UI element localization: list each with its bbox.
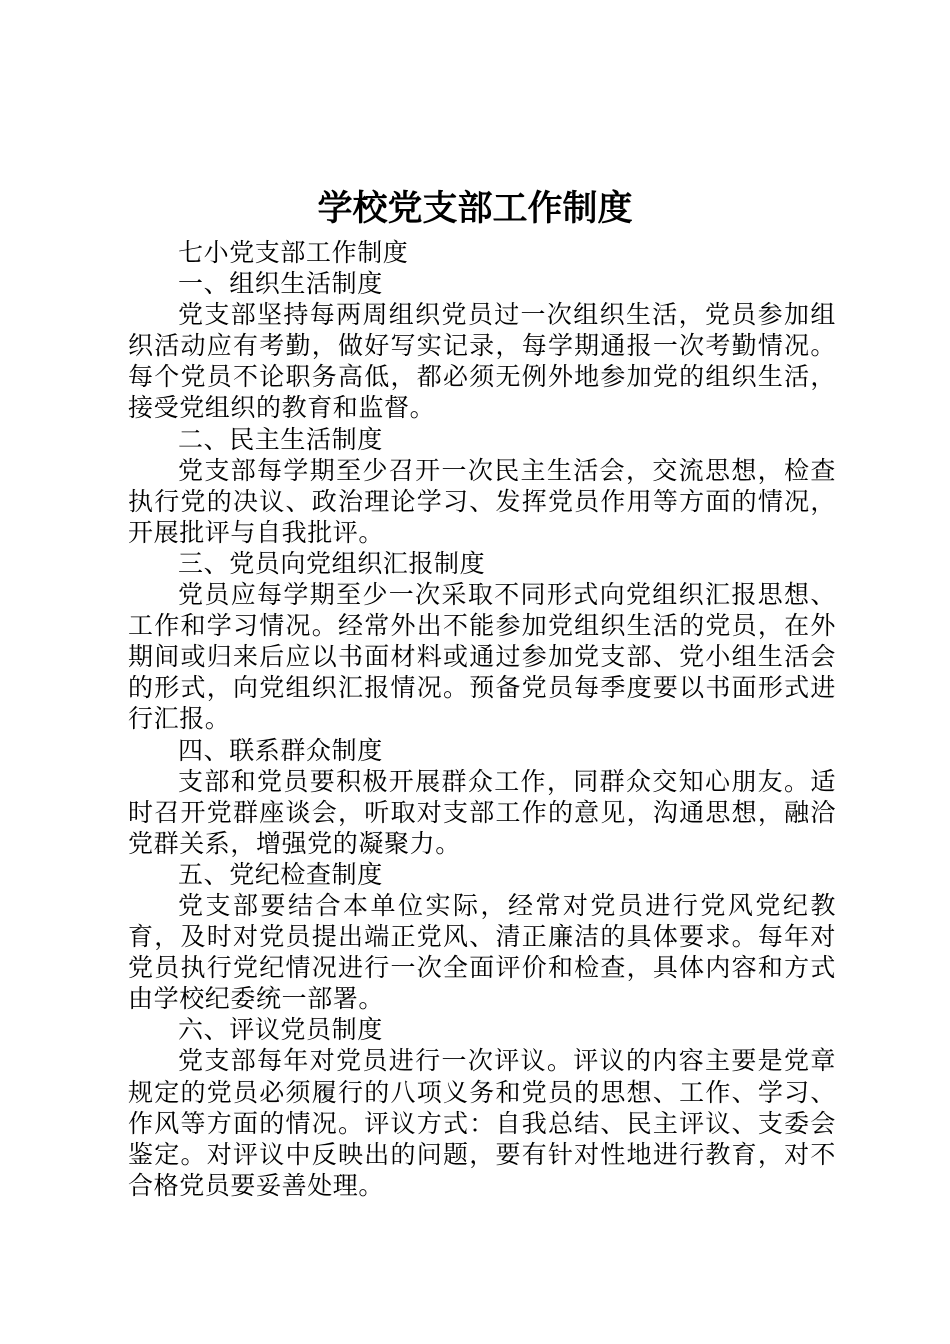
body-paragraph: 党支部每年对党员进行一次评议。评议的内容主要是党章规定的党员必须履行的八项义务和党员的思想、工作、学习、作风等方面的情况。评议方式：自我总结、民主评议、支委会鉴定。对评议中反映出的问题，要有针对性地进行教育，对不合格党员要妥善处理。 bbox=[128, 1046, 836, 1200]
section-heading: 二、民主生活制度 bbox=[178, 424, 383, 454]
section-heading: 一、组织生活制度 bbox=[178, 269, 383, 299]
section-heading: 四、联系群众制度 bbox=[178, 735, 383, 765]
document-title: 学校党支部工作制度 bbox=[317, 188, 633, 229]
body-paragraph: 党支部坚持每两周组织党员过一次组织生活，党员参加组织活动应有考勤，做好写实记录，每学期通报一次考勤情况。每个党员不论职务高低，都必须无例外地参加党的组织生活，接受党组织的教育和监督。 bbox=[128, 300, 836, 423]
body-paragraph: 支部和党员要积极开展群众工作，同群众交知心朋友。适时召开党群座谈会，听取对支部工作的意见，沟通思想，融洽党群关系，增强党的凝聚力。 bbox=[128, 766, 836, 858]
section-heading: 三、党员向党组织汇报制度 bbox=[178, 548, 486, 578]
section-heading: 七小党支部工作制度 bbox=[178, 238, 409, 267]
document-body bbox=[128, 237, 836, 1201]
section-heading: 六、评议党员制度 bbox=[178, 1015, 383, 1045]
body-paragraph: 党支部每学期至少召开一次民主生活会，交流思想，检查执行党的决议、政治理论学习、发挥党员作用等方面的情况，开展批评与自我批评。 bbox=[128, 455, 836, 547]
section-heading: 五、党纪检查制度 bbox=[178, 859, 383, 889]
body-paragraph: 党员应每学期至少一次采取不同形式向党组织汇报思想、工作和学习情况。经常外出不能参加党组织生活的党员，在外期间或归来后应以书面材料或通过参加党支部、党小组生活会的形式，向党组织汇报情况。预备党员每季度要以书面形式进行汇报。 bbox=[128, 580, 836, 734]
body-paragraph: 党支部要结合本单位实际，经常对党员进行党风党纪教育，及时对党员提出端正党风、清正廉洁的具体要求。每年对党员执行党纪情况进行一次全面评价和检查，具体内容和方式由学校纪委统一部署。 bbox=[128, 890, 836, 1014]
